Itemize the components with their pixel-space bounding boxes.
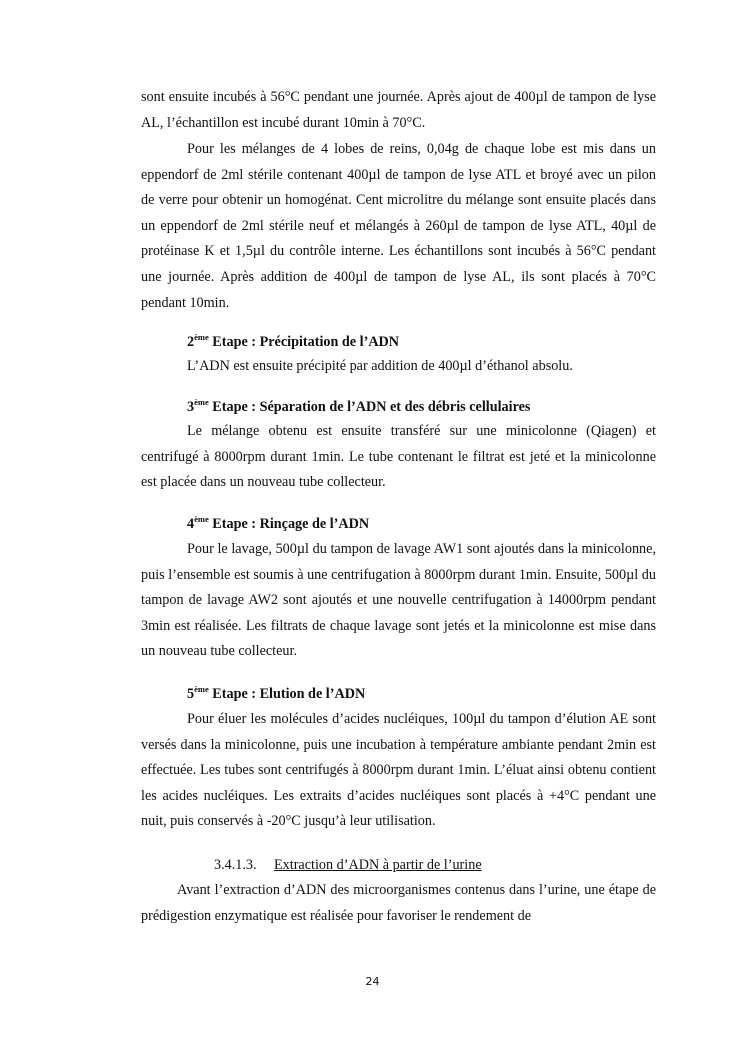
step-5-body: Pour éluer les molécules d’acides nucléiques, 100µl du tampon d’élution AE sont versés dans la minicolonne, puis une incubation à température ambiante pendant 2min est effectuée. Les tubes sont centrifugés à 8000rpm durant 1min. L’éluat ainsi obtenu contient les acides nucléiques. Les extraits d’acides nucléiques sont placés à +4°C pendant une nuit, puis conservés à -20°C jusqu’à leur utilisation. xyxy=(141,711,656,830)
page-number: 24 xyxy=(365,975,380,988)
step-4-body: Pour le lavage, 500µl du tampon de lavage AW1 sont ajoutés dans la minicolonne, puis l’ensemble est soumis à une centrifugation à 8000rpm durant 1min. Ensuite, 500µl du tampon de lavage AW2 sont ajoutés et une nouvelle centrifugation à 14000rpm pendant 3min est réalisée. Les filtrats de chaque lavage sont jetés et la minicolonne est mise dans un nouveau tube collecteur. xyxy=(141,541,656,660)
section-number: 3.4.1.3. xyxy=(214,857,257,873)
section-body: Avant l’extraction d’ADN des microorganismes contenus dans l’urine, une étape de prédigestion enzymatique est réalisée pour favoriser le rendement de xyxy=(141,882,656,924)
step-4-heading: 4ème Etape : Rinçage de l’ADN xyxy=(187,514,370,532)
step-3-heading: 3ème Etape : Séparation de l’ADN et des débris cellulaires xyxy=(187,397,531,415)
paragraph-intro: sont ensuite incubés à 56°C pendant une journée. Après ajout de 400µl de tampon de lyse AL, l’échantillon est incubé durant 10min à 70°C. xyxy=(141,89,656,131)
section-heading xyxy=(214,857,482,874)
step-2-body: L’ADN est ensuite précipité par addition de 400µl d’éthanol absolu. xyxy=(187,358,573,374)
step-2-heading: 2ème Etape : Précipitation de l’ADN xyxy=(187,332,400,350)
step-5-heading: 5ème Etape : Elution de l’ADN xyxy=(187,684,366,702)
paragraph-lobes: Pour les mélanges de 4 lobes de reins, 0,04g de chaque lobe est mis dans un eppendorf de 2ml stérile contenant 400µl de tampon de lyse ATL et broyé avec un pilon de verre pour obtenir un homogénat. Cent microlitre du mélange sont ensuite placés dans un eppendorf de 2ml stérile neuf et mélangés à 260µl de tampon de lyse ATL, 40µl de protéinase K et 1,5µl du contrôle interne. Les échantillons sont incubés à 56°C pendant une journée. Après addition de 400µl de tampon de lyse AL, ils sont placés à 70°C pendant 10min. xyxy=(141,141,656,311)
section-title: Extraction d’ADN à partir de l’urine xyxy=(274,857,482,873)
step-3-body: Le mélange obtenu est ensuite transféré sur une minicolonne (Qiagen) et centrifugé à 8000rpm durant 1min. Le tube contenant le filtrat est jeté et la minicolonne est placée dans un nouveau tube collecteur. xyxy=(141,423,656,491)
